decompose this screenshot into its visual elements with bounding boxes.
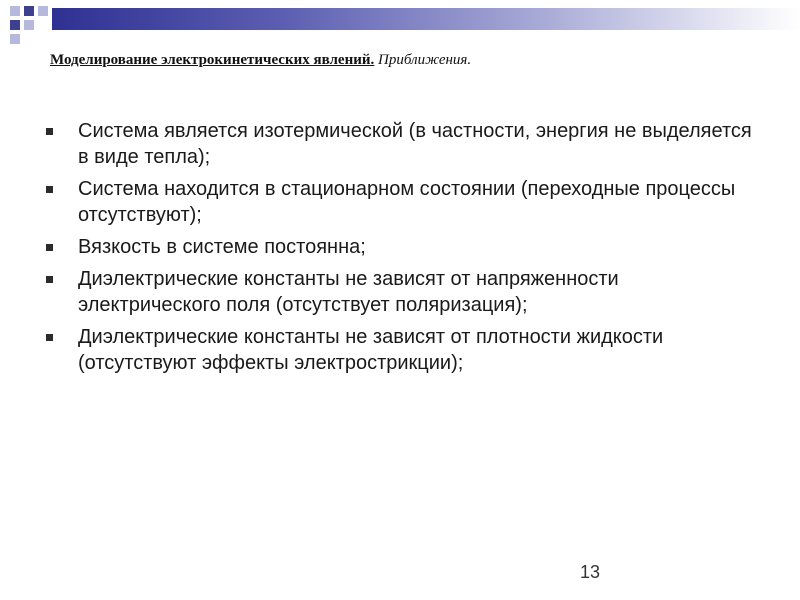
bullet-text: Вязкость в системе постоянна; [78,236,366,258]
bullet-item [44,266,764,318]
slide-title [50,52,471,69]
decor-square [10,20,20,30]
square-bullet-icon [46,334,53,341]
decor-square [24,20,34,30]
header-gradient-bar [52,8,800,30]
bullet-text: Система находится в стационарном состоянии (переходные процессы отсутствуют); [78,178,736,226]
decor-square [38,6,48,16]
square-bullet-icon [46,128,53,135]
bullet-text: Диэлектрические константы не зависят от плотности жидкости (отсутствуют эффекты электрострикции); [78,326,664,374]
decor-square [10,6,20,16]
bullet-text: Диэлектрические константы не зависят от напряженности электрического поля (отсутствует поляризация); [78,268,619,316]
page-number: 13 [580,562,601,582]
bullet-item [44,234,764,260]
decor-square [10,34,20,44]
slide-title-subtitle: Приближения. [374,52,472,68]
slide-title-main: Моделирование электрокинетических явлений. [50,52,375,68]
bullet-text: Система является изотермической (в частности, энергия не выделяется в виде тепла); [78,120,752,168]
bullet-item [44,176,764,228]
square-bullet-icon [46,276,53,283]
bullet-list [44,118,764,382]
bullet-item [44,324,764,376]
bullet-item [44,118,764,170]
decor-square [24,6,34,16]
square-bullet-icon [46,244,53,251]
square-bullet-icon [46,186,53,193]
